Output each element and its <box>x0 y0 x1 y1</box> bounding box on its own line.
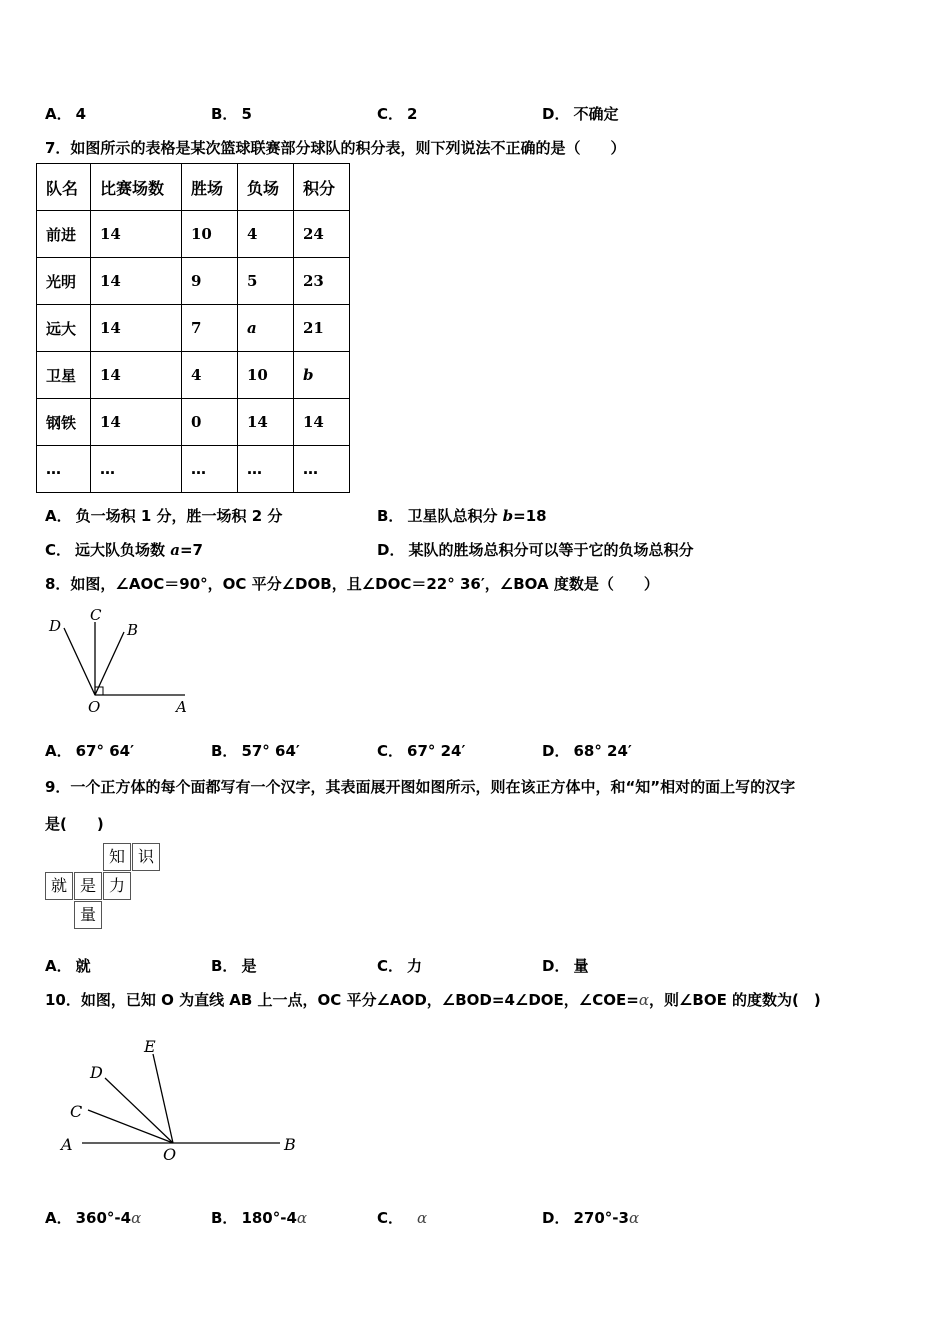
q6-option-c[interactable]: C． 2 <box>377 105 418 123</box>
label-o: O <box>88 698 101 716</box>
q9-stem-line2: 是( ) <box>45 815 104 833</box>
table-cell: 14 <box>91 258 182 305</box>
q9-option-d[interactable]: D． 量 <box>542 957 589 975</box>
q7-option-a[interactable]: A． 负一场积 1 分，胜一场积 2 分 <box>45 507 283 525</box>
ray-oe <box>153 1054 173 1143</box>
q8-option-a[interactable]: A． 67° 64′ <box>45 742 135 760</box>
table-cell: b <box>294 352 350 399</box>
q6-option-a[interactable]: A． 4 <box>45 105 87 123</box>
table-cell: 0 <box>182 399 238 446</box>
table-row <box>37 446 350 493</box>
q7-option-d[interactable]: D． 某队的胜场总积分可以等于它的负场总积分 <box>377 541 694 559</box>
table-row <box>37 258 350 305</box>
q7-option-c[interactable]: C． 远大队负场数 a=7 <box>45 541 203 559</box>
ray-oc <box>88 1110 173 1143</box>
table-cell: 10 <box>182 211 238 258</box>
table-cell: 14 <box>91 305 182 352</box>
net-cell: 力 <box>103 872 131 900</box>
label-b: B <box>284 1135 296 1154</box>
q8-stem: 8．如图，∠AOC＝90°，OC 平分∠DOB，且∠DOC＝22° 36′，∠BOA 度数是（ ） <box>45 575 659 593</box>
table-cell: 14 <box>238 399 294 446</box>
table-cell: 10 <box>238 352 294 399</box>
table-cell: … <box>294 446 350 493</box>
table-cell: 21 <box>294 305 350 352</box>
net-cell: 识 <box>132 843 160 871</box>
table-cell: 7 <box>182 305 238 352</box>
table-cell: 钢铁 <box>37 399 91 446</box>
q8-option-d[interactable]: D． 68° 24′ <box>542 742 632 760</box>
score-table <box>36 163 350 493</box>
q7-stem: 7．如图所示的表格是某次篮球联赛部分球队的积分表，则下列说法不正确的是（ ） <box>45 139 626 157</box>
q10-option-c[interactable]: C． α <box>377 1209 428 1227</box>
ray-od <box>64 628 95 695</box>
table-cell: 4 <box>182 352 238 399</box>
q8-option-c[interactable]: C． 67° 24′ <box>377 742 466 760</box>
ray-ob <box>95 632 124 695</box>
q10-stem: 10．如图，已知 O 为直线 AB 上一点，OC 平分∠AOD，∠BOD=4∠DOE，∠COE=α，则∠BOE 的度数为( ) <box>45 991 821 1009</box>
table-header: 负场 <box>238 164 294 211</box>
table-cell: 14 <box>91 399 182 446</box>
net-cell: 量 <box>74 901 102 929</box>
table-cell: 远大 <box>37 305 91 352</box>
label-a: A <box>61 1135 73 1154</box>
table-cell: 前进 <box>37 211 91 258</box>
q9-option-c[interactable]: C． 力 <box>377 957 423 975</box>
q10-option-a[interactable]: A． 360°-4α <box>45 1209 142 1227</box>
label-a: A <box>176 698 187 716</box>
q10-angle-figure <box>55 1030 305 1170</box>
table-cell: … <box>37 446 91 493</box>
cube-net-figure <box>45 843 165 933</box>
q8-option-b[interactable]: B． 57° 64′ <box>211 742 300 760</box>
table-row <box>37 352 350 399</box>
table-cell: 9 <box>182 258 238 305</box>
table-cell: … <box>238 446 294 493</box>
table-header: 队名 <box>37 164 91 211</box>
net-cell: 就 <box>45 872 73 900</box>
table-cell: … <box>182 446 238 493</box>
q9-option-a[interactable]: A． 就 <box>45 957 91 975</box>
q9-stem-line1: 9．一个正方体的每个面都写有一个汉字，其表面展开图如图所示，则在该正方体中，和“知”相对的面上写的汉字 <box>45 778 796 796</box>
table-cell: a <box>238 305 294 352</box>
label-c: C <box>70 1102 83 1121</box>
q6-option-d[interactable]: D． 不确定 <box>542 105 619 123</box>
table-cell: 14 <box>91 352 182 399</box>
table-cell: 5 <box>238 258 294 305</box>
q10-option-d[interactable]: D． 270°-3α <box>542 1209 640 1227</box>
q6-option-b[interactable]: B． 5 <box>211 105 252 123</box>
table-cell: 4 <box>238 211 294 258</box>
table-header: 积分 <box>294 164 350 211</box>
table-header: 胜场 <box>182 164 238 211</box>
table-row <box>37 211 350 258</box>
net-cell: 是 <box>74 872 102 900</box>
q10-option-b[interactable]: B． 180°-4α <box>211 1209 308 1227</box>
table-cell: 23 <box>294 258 350 305</box>
table-cell: … <box>91 446 182 493</box>
table-header: 比赛场数 <box>91 164 182 211</box>
table-row <box>37 305 350 352</box>
q8-angle-figure <box>40 600 200 718</box>
table-cell: 24 <box>294 211 350 258</box>
label-c: C <box>90 606 102 624</box>
label-d: D <box>49 617 62 635</box>
label-e: E <box>144 1037 156 1056</box>
table-row <box>37 399 350 446</box>
table-cell: 14 <box>91 211 182 258</box>
q7-option-b[interactable]: B． 卫星队总积分 b=18 <box>377 507 547 525</box>
label-d: D <box>90 1063 103 1082</box>
label-o: O <box>163 1145 177 1164</box>
ray-od <box>105 1078 173 1143</box>
q9-option-b[interactable]: B． 是 <box>211 957 257 975</box>
net-cell: 知 <box>103 843 131 871</box>
table-cell: 卫星 <box>37 352 91 399</box>
table-cell: 光明 <box>37 258 91 305</box>
label-b: B <box>127 621 139 639</box>
table-header-row <box>37 164 350 211</box>
table-cell: 14 <box>294 399 350 446</box>
